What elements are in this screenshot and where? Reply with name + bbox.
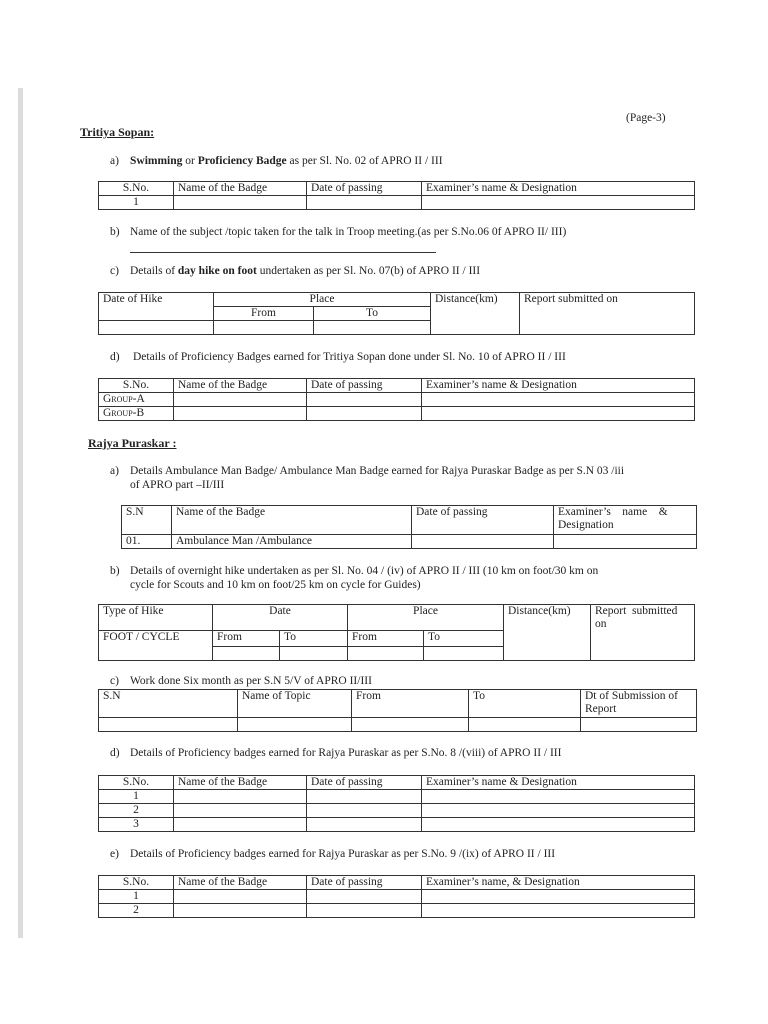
cell-type-foot-cycle: FOOT / CYCLE xyxy=(99,631,213,661)
header-examiner: Examiner’s name & Designation xyxy=(422,182,695,196)
header-submission-line2: Report xyxy=(585,703,617,715)
cell-date-passing[interactable] xyxy=(307,393,422,407)
cell-examiner[interactable] xyxy=(554,535,697,549)
cell-examiner[interactable] xyxy=(422,196,695,210)
header-examiner-line2: Designation xyxy=(558,519,614,531)
cell-date-passing[interactable] xyxy=(307,818,422,832)
cell-place-from[interactable] xyxy=(348,647,424,661)
cell-date-from[interactable] xyxy=(213,647,280,661)
table-row xyxy=(99,790,695,804)
tritiya-c-pre: Details of xyxy=(130,265,178,277)
cell-group-a: Group-A xyxy=(99,393,174,407)
tritiya-d-marker: d) xyxy=(110,351,120,363)
header-submission xyxy=(581,690,697,718)
header-badge-name: Name of the Badge xyxy=(174,182,307,196)
header-badge-name: Name of the Badge xyxy=(172,506,412,535)
cell-badge-name[interactable] xyxy=(174,393,307,407)
rajya-e-table xyxy=(98,875,695,918)
cell-sno: 1 xyxy=(99,196,174,210)
tritiya-a-bold2: Proficiency Badge xyxy=(197,155,287,167)
cell-badge-name: Ambulance Man /Ambulance xyxy=(172,535,412,549)
header-report-line1: Report submitted xyxy=(595,605,678,617)
rajya-c-table xyxy=(98,689,697,732)
header-examiner-line1: Examiner’s name & xyxy=(558,506,668,518)
table-header-row xyxy=(99,182,695,196)
header-report-line2: on xyxy=(595,618,607,630)
tritiya-a-bold1: Swimming xyxy=(130,155,183,167)
cell-examiner[interactable] xyxy=(422,904,695,918)
table-row xyxy=(99,890,695,904)
cell-badge-name[interactable] xyxy=(174,818,307,832)
table-header-row xyxy=(122,506,697,535)
header-sno: S.No. xyxy=(99,776,174,790)
page-number: (Page-3) xyxy=(626,112,666,124)
rajya-d-text: Details of Proficiency badges earned for Rajya Puraskar as per S.No. 8 /(viii) of APRO II / III xyxy=(130,747,562,759)
cell-badge-name[interactable] xyxy=(174,790,307,804)
cell-to[interactable] xyxy=(314,321,431,335)
rajya-b-line1: Details of overnight hike undertaken as per Sl. No. 04 / (iv) of APRO II / III (10 km on foot/30 km on xyxy=(130,565,599,577)
rajya-a-table xyxy=(121,505,697,549)
header-examiner: Examiner’s name & Designation xyxy=(422,776,695,790)
header-examiner xyxy=(554,506,697,535)
cell-badge-name[interactable] xyxy=(174,407,307,421)
header-from: From xyxy=(352,690,469,718)
table-row xyxy=(99,196,695,210)
tritiya-a-table xyxy=(98,181,695,210)
cell-topic[interactable] xyxy=(238,718,352,732)
cell-date-to[interactable] xyxy=(280,647,348,661)
cell-sno: 2 xyxy=(99,904,174,918)
cell-sno: 1 xyxy=(99,890,174,904)
rajya-d-marker: d) xyxy=(110,747,120,759)
table-header-row xyxy=(99,293,695,307)
rajya-puraskar-heading: Rajya Puraskar : xyxy=(88,436,177,450)
cell-date-passing[interactable] xyxy=(412,535,554,549)
rajya-c-marker: c) xyxy=(110,675,119,687)
cell-date-passing[interactable] xyxy=(307,890,422,904)
cell-sn: 01. xyxy=(122,535,172,549)
tritiya-a-mid: or xyxy=(182,155,198,167)
header-sno: S.No. xyxy=(99,182,174,196)
rajya-c-text: Work done Six month as per S.N 5/V of APRO II/III xyxy=(130,675,372,687)
tritiya-a-marker: a) xyxy=(110,155,119,167)
rajya-a-line2: of APRO part –II/III xyxy=(130,479,225,491)
header-date-passing: Date of passing xyxy=(307,182,422,196)
table-header-row xyxy=(99,605,695,631)
header-date-passing: Date of passing xyxy=(307,776,422,790)
tritiya-c-table xyxy=(98,292,695,335)
header-sn: S.N xyxy=(122,506,172,535)
tritiya-d-table xyxy=(98,378,695,421)
header-date-passing: Date of passing xyxy=(412,506,554,535)
cell-badge-name[interactable] xyxy=(174,904,307,918)
tritiya-b-text: Name of the subject /topic taken for the talk in Troop meeting.(as per S.No.06 0f APRO II/ III) xyxy=(130,226,567,238)
page-edge-shadow xyxy=(18,88,23,938)
rajya-b-line2: cycle for Scouts and 10 km on foot/25 km on cycle for Guides) xyxy=(130,579,421,591)
cell-examiner[interactable] xyxy=(422,818,695,832)
cell-date-passing[interactable] xyxy=(307,804,422,818)
tritiya-c-bold: day hike on foot xyxy=(177,265,257,277)
header-date-from: From xyxy=(213,631,280,647)
header-to: To xyxy=(469,690,581,718)
cell-examiner[interactable] xyxy=(422,407,695,421)
cell-examiner[interactable] xyxy=(422,790,695,804)
header-report xyxy=(591,605,695,661)
rajya-a-line1: Details Ambulance Man Badge/ Ambulance Man Badge earned for Rajya Puraskar Badge as per S.N 03 /iii xyxy=(130,465,625,477)
header-sno: S.No. xyxy=(99,379,174,393)
rajya-a-marker: a) xyxy=(110,465,119,477)
header-date-to: To xyxy=(280,631,348,647)
table-header-row xyxy=(99,776,695,790)
cell-sno: 2 xyxy=(99,804,174,818)
cell-badge-name[interactable] xyxy=(174,196,307,210)
cell-place-to[interactable] xyxy=(424,647,504,661)
table-row xyxy=(99,804,695,818)
cell-badge-name[interactable] xyxy=(174,804,307,818)
header-report: Report submitted on xyxy=(520,293,695,335)
header-distance: Distance(km) xyxy=(504,605,591,661)
table-row xyxy=(99,718,697,732)
cell-date-passing[interactable] xyxy=(307,904,422,918)
rajya-e-marker: e) xyxy=(110,848,119,860)
cell-date-passing[interactable] xyxy=(307,790,422,804)
cell-to[interactable] xyxy=(469,718,581,732)
header-badge-name: Name of the Badge xyxy=(174,776,307,790)
header-date-passing: Date of passing xyxy=(307,379,422,393)
table-row xyxy=(122,535,697,549)
tritiya-b-answer-line[interactable] xyxy=(130,252,436,253)
header-date-passing: Date of passing xyxy=(307,876,422,890)
header-date: Date xyxy=(213,605,348,631)
table-row xyxy=(99,393,695,407)
cell-badge-name[interactable] xyxy=(174,890,307,904)
cell-examiner[interactable] xyxy=(422,890,695,904)
header-to: To xyxy=(314,307,431,321)
cell-from[interactable] xyxy=(352,718,469,732)
rajya-b-marker: b) xyxy=(110,565,120,577)
cell-date-of-hike[interactable] xyxy=(99,321,214,335)
cell-date-passing[interactable] xyxy=(307,407,422,421)
tritiya-c-rest: undertaken as per Sl. No. 07(b) of APRO II / III xyxy=(256,265,481,277)
cell-from[interactable] xyxy=(214,321,314,335)
header-place-to: To xyxy=(424,631,504,647)
tritiya-d-text: Details of Proficiency Badges earned for Tritiya Sopan done under Sl. No. 10 of APRO II / III xyxy=(133,351,566,363)
cell-sn[interactable] xyxy=(99,718,238,732)
header-date-of-hike: Date of Hike xyxy=(99,293,214,321)
header-sn: S.N xyxy=(99,690,238,718)
cell-date-passing[interactable] xyxy=(307,196,422,210)
tritiya-c-marker: c) xyxy=(110,265,119,277)
tritiya-sopan-heading: Tritiya Sopan: xyxy=(80,125,155,139)
header-type-of-hike: Type of Hike xyxy=(99,605,213,631)
table-header-row xyxy=(99,876,695,890)
cell-group-b: Group-B xyxy=(99,407,174,421)
rajya-d-table xyxy=(98,775,695,832)
cell-submission[interactable] xyxy=(581,718,697,732)
cell-examiner[interactable] xyxy=(422,804,695,818)
header-place-from: From xyxy=(348,631,424,647)
header-place: Place xyxy=(348,605,504,631)
table-row xyxy=(99,818,695,832)
header-examiner: Examiner’s name, & Designation xyxy=(422,876,695,890)
header-badge-name: Name of the Badge xyxy=(174,379,307,393)
cell-sno: 3 xyxy=(99,818,174,832)
tritiya-a-rest: as per Sl. No. 02 of APRO II / III xyxy=(286,155,443,167)
tritiya-c-text xyxy=(130,265,480,278)
cell-sno: 1 xyxy=(99,790,174,804)
header-examiner: Examiner’s name & Designation xyxy=(422,379,695,393)
table-row xyxy=(99,904,695,918)
tritiya-a-text xyxy=(130,155,443,168)
header-place: Place xyxy=(214,293,431,307)
header-sno: S.No. xyxy=(99,876,174,890)
header-submission-line1: Dt of Submission of xyxy=(585,690,678,702)
table-row xyxy=(99,407,695,421)
table-header-row xyxy=(99,690,697,718)
rajya-b-table xyxy=(98,604,695,661)
cell-examiner[interactable] xyxy=(422,393,695,407)
tritiya-b-marker: b) xyxy=(110,226,120,238)
header-from: From xyxy=(214,307,314,321)
table-header-row xyxy=(99,379,695,393)
rajya-e-text: Details of Proficiency badges earned for Rajya Puraskar as per S.No. 9 /(ix) of APRO II / III xyxy=(130,848,556,860)
header-distance: Distance(km) xyxy=(431,293,520,335)
header-topic: Name of Topic xyxy=(238,690,352,718)
header-badge-name: Name of the Badge xyxy=(174,876,307,890)
